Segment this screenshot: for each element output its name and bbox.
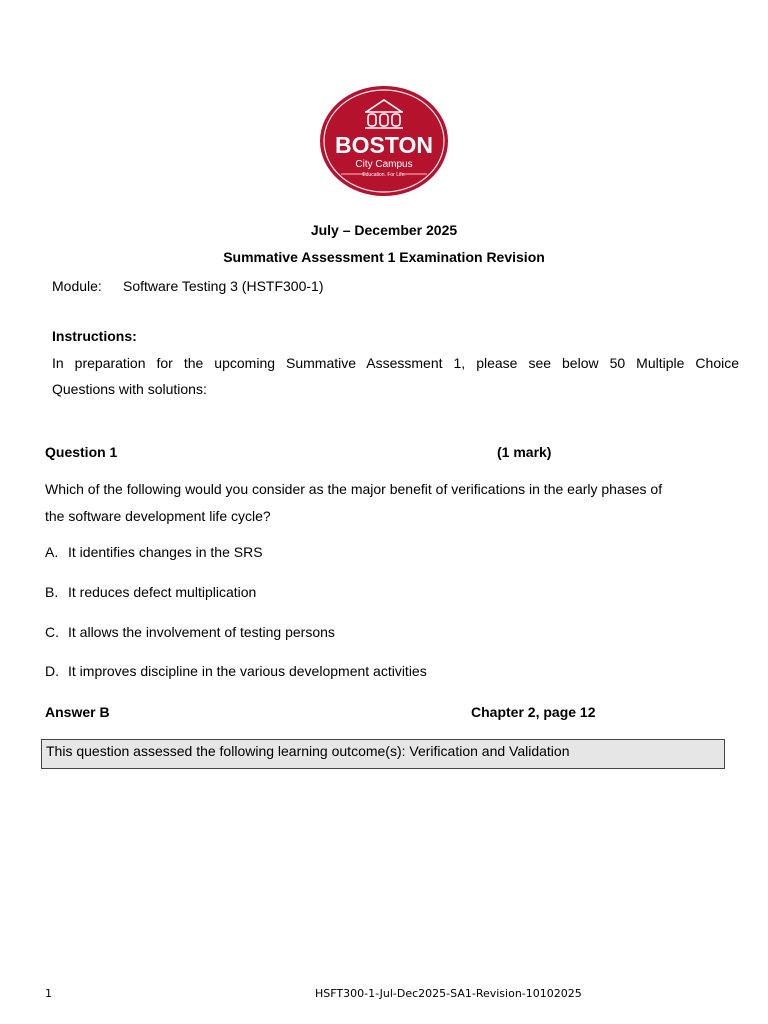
option-letter: A. [45, 544, 59, 560]
instructions-line-2: Questions with solutions: [52, 381, 207, 397]
document-title: Summative Assessment 1 Examination Revision [223, 249, 545, 265]
instructions-heading: Instructions: [52, 328, 137, 344]
option-letter: B. [45, 584, 59, 600]
chapter-reference: Chapter 2, page 12 [471, 704, 596, 720]
option-text: It reduces defect multiplication [68, 584, 257, 600]
question-text-line-2: the software development life cycle? [45, 508, 271, 524]
question-marks: (1 mark) [497, 444, 552, 460]
boston-city-campus-logo [319, 85, 449, 197]
period-heading: July – December 2025 [310, 222, 458, 238]
option-letter: D. [45, 663, 59, 679]
option-d [45, 663, 427, 679]
option-c [45, 624, 335, 640]
logo-name: BOSTON [335, 132, 433, 158]
learning-outcome-text: This question assessed the following learning outcome(s): Verification and Validation [46, 743, 570, 759]
answer-label: Answer B [45, 704, 110, 720]
option-a [45, 544, 263, 560]
option-text: It improves discipline in the various development activities [68, 663, 427, 679]
option-letter: C. [45, 624, 59, 640]
module-label: Module: [52, 278, 102, 294]
question-text-line-1: Which of the following would you consider as the major benefit of verifications in the early phases of [45, 481, 663, 497]
question-number: Question 1 [45, 444, 118, 460]
learning-outcome-box [41, 739, 725, 769]
option-b [45, 584, 257, 600]
instructions-line-1: In preparation for the upcoming Summative Assessment 1, please see below 50 Multiple Choice [52, 355, 739, 371]
document-code: HSFT300-1-Jul-Dec2025-SA1-Revision-10102025 [315, 987, 582, 1000]
logo-tagline: Education. For Life. [362, 172, 406, 178]
module-value: Software Testing 3 (HSTF300-1) [123, 278, 324, 294]
option-text: It allows the involvement of testing persons [68, 624, 335, 640]
page-number: 1 [45, 987, 52, 1000]
logo-campus: City Campus [355, 159, 413, 170]
option-text: It identifies changes in the SRS [68, 544, 263, 560]
